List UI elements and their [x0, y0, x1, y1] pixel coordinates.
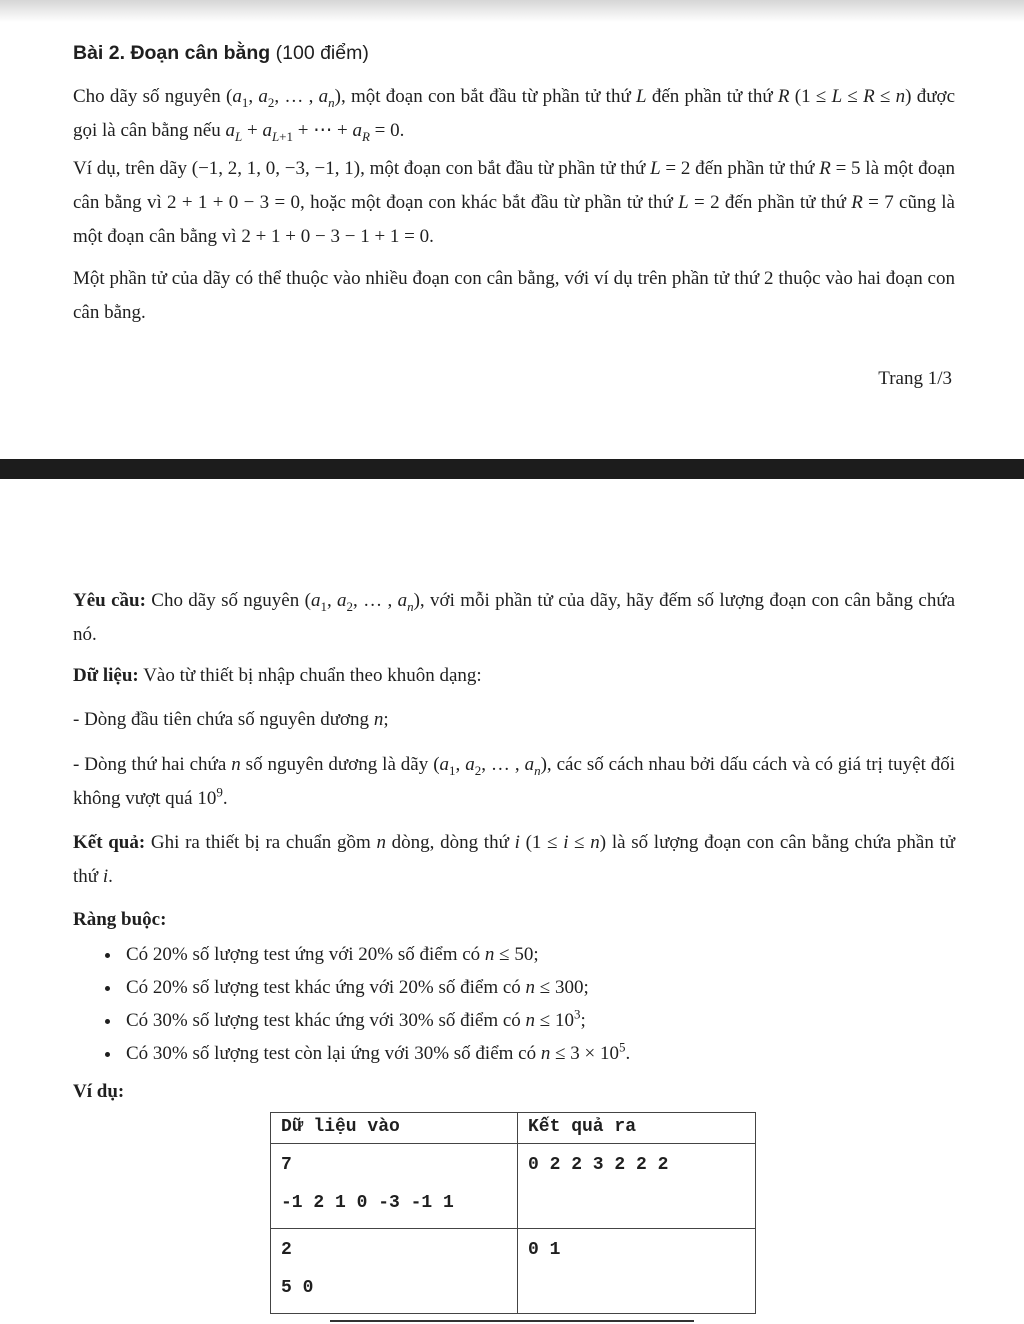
- problem-title: [73, 42, 369, 65]
- constraint-text: Có 30% số lượng test khác ứng với 30% số điểm có: [126, 1010, 521, 1031]
- output-paragraph: Kết quả: Ghi ra thiết bị ra chuẩn gồm n dòng, dòng thứ i (1 ≤ i ≤ n) là số lượng đoạn con cân bằng chứa phần tử thứ i.: [73, 832, 956, 887]
- requirement-text-a: Cho dãy số nguyên: [151, 590, 300, 611]
- input-label: Dữ liệu:: [73, 665, 139, 686]
- input-line2-text-c: , các số cách nhau bởi dấu cách và có giá trị tuyệt đối không vượt quá: [73, 754, 956, 809]
- sample-input-line: 2: [281, 1240, 292, 1260]
- input-line1-text: - Dòng đầu tiên chứa số nguyên dương: [73, 709, 370, 730]
- intro-text-d: được gọi là cân bằng nếu: [73, 86, 956, 141]
- input-line1: - Dòng đầu tiên chứa số nguyên dương n;: [73, 709, 389, 730]
- constraint-item: • Có 20% số lượng test ứng với 20% số điểm có n ≤ 50;: [122, 938, 630, 971]
- problem-title-text: Bài 2. Đoạn cân bằng: [73, 42, 271, 64]
- sample-input-cell: [271, 1229, 518, 1314]
- note-paragraph: Một phần tử của dãy có thể thuộc vào nhiều đoạn con cân bằng, với ví dụ trên phần tử thứ 2 thuộc vào hai đoạn con cân bằng.: [73, 268, 955, 323]
- example-text-b: , một đoạn con bắt đầu từ phần tử thứ: [360, 158, 646, 179]
- header-output: Kết quả ra: [518, 1113, 756, 1144]
- input-paragraph: [73, 659, 955, 693]
- example-text-f: đến phần tử thứ: [724, 192, 846, 213]
- intro-text-b: , một đoạn con bắt đầu từ phần tử thứ: [340, 86, 631, 107]
- page-number: Trang 1/3: [878, 368, 952, 389]
- intro-text-a: Cho dãy số nguyên: [73, 86, 221, 107]
- example-text-a: Ví dụ, trên dãy: [73, 158, 187, 179]
- constraint-text: Có 20% số lượng test khác ứng với 20% số điểm có: [126, 977, 521, 998]
- input-line2-text-b: số nguyên dương là dãy: [245, 754, 429, 775]
- sample-input-line: 7: [281, 1155, 292, 1175]
- sample-input-cell: [271, 1144, 518, 1229]
- example-text-c: đến phần tử thứ: [695, 158, 815, 179]
- constraint-item: • Có 30% số lượng test còn lại ứng với 30% số điểm có $n \le 3 \times 10^5$.: [122, 1037, 630, 1070]
- example-text-e: , hoặc một đoạn con khác bắt đầu từ phần tử thứ: [300, 192, 673, 213]
- example-label: Ví dụ:: [73, 1081, 125, 1102]
- sample-table: [270, 1112, 756, 1314]
- output-text-a: Ghi ra thiết bị ra chuẩn gồm: [150, 832, 371, 853]
- sample-output-line: 0 1: [528, 1240, 561, 1260]
- example-text-d: là một đoạn cân bằng vì: [73, 158, 956, 213]
- input-line2: - Dòng thứ hai chứa n số nguyên dương là dãy ($a_1$, $a_2$, … , $a_n$), các số cách nhau bởi dấu cách và có giá trị tuyệt đối không vượt quá $10^9$.: [73, 754, 956, 809]
- header-input: Dữ liệu vào: [271, 1113, 518, 1144]
- constraint-item: • Có 30% số lượng test khác ứng với 30% số điểm có $n \le 10^3$;: [122, 1004, 630, 1037]
- sample-input-line: -1 2 1 0 -3 -1 1: [281, 1193, 454, 1213]
- intro-text-c: đến phần tử thứ: [651, 86, 773, 107]
- constraints-list: [98, 938, 630, 1070]
- output-label: Kết quả:: [73, 832, 146, 853]
- sample-output-cell: [518, 1144, 756, 1229]
- example-text-g: cũng là một đoạn cân bằng vì: [73, 192, 955, 247]
- sample-output-line: 0 2 2 3 2 2 2: [528, 1155, 669, 1175]
- table-header-row: [271, 1113, 756, 1144]
- table-row: [271, 1229, 756, 1314]
- output-text-b: dòng, dòng thứ: [391, 832, 509, 853]
- input-text: Vào từ thiết bị nhập chuẩn theo khuôn dạng:: [143, 665, 482, 686]
- requirement-text-b: , với mỗi phần tử của dãy, hãy đếm số lượng đoạn con cân bằng chứa nó.: [73, 590, 956, 645]
- example-paragraph: Ví dụ, trên dãy (−1, 2, 1, 0, −3, −1, 1), một đoạn con bắt đầu từ phần tử thứ L = 2 đến phần tử thứ R = 5 là một đoạn cân bằng vì 2 + 1 + 0 − 3 = 0, hoặc một đoạn con khác bắt đầu từ phần tử thứ L = 2 đến phần tử thứ R = 7 cũng là một đoạn cân bằng vì 2 + 1 + 0 − 3 − 1 + 1 = 0.: [73, 158, 956, 247]
- top-shadow: [0, 0, 1024, 22]
- bottom-rule: [330, 1320, 694, 1322]
- constraint-text: Có 30% số lượng test còn lại ứng với 30% số điểm có: [126, 1043, 537, 1064]
- requirement-label: Yêu cầu:: [73, 590, 146, 611]
- problem-points: (100 điểm): [275, 42, 369, 64]
- output-text-c: là số lượng đoạn con cân bằng chứa phần tử thứ: [73, 832, 956, 887]
- constraint-item: • Có 20% số lượng test khác ứng với 20% số điểm có n ≤ 300;: [122, 971, 630, 1004]
- sample-output-cell: [518, 1229, 756, 1314]
- example-heading: [73, 1075, 955, 1109]
- page-separator: [0, 459, 1024, 479]
- table-row: [271, 1144, 756, 1229]
- intro-paragraph: Cho dãy số nguyên ($a_1$, $a_2$, … , $a_n$), một đoạn con bắt đầu từ phần tử thứ L đến phần tử thứ R (1 ≤ L ≤ R ≤ n) được gọi là cân bằng nếu $a_L + a_{L+1}$ + ⋯ + $a_R = 0$.: [73, 86, 956, 144]
- constraints-label: Ràng buộc:: [73, 909, 167, 930]
- requirement-paragraph: Yêu cầu: Cho dãy số nguyên ($a_1$, $a_2$, … , $a_n$), với mỗi phần tử của dãy, hãy đếm số lượng đoạn con cân bằng chứa nó.: [73, 590, 956, 645]
- input-line2-text-a: - Dòng thứ hai chứa: [73, 754, 227, 775]
- sample-input-line: 5 0: [281, 1278, 314, 1298]
- constraint-text: Có 20% số lượng test ứng với 20% số điểm có: [126, 944, 481, 965]
- constraints-heading: [73, 903, 955, 937]
